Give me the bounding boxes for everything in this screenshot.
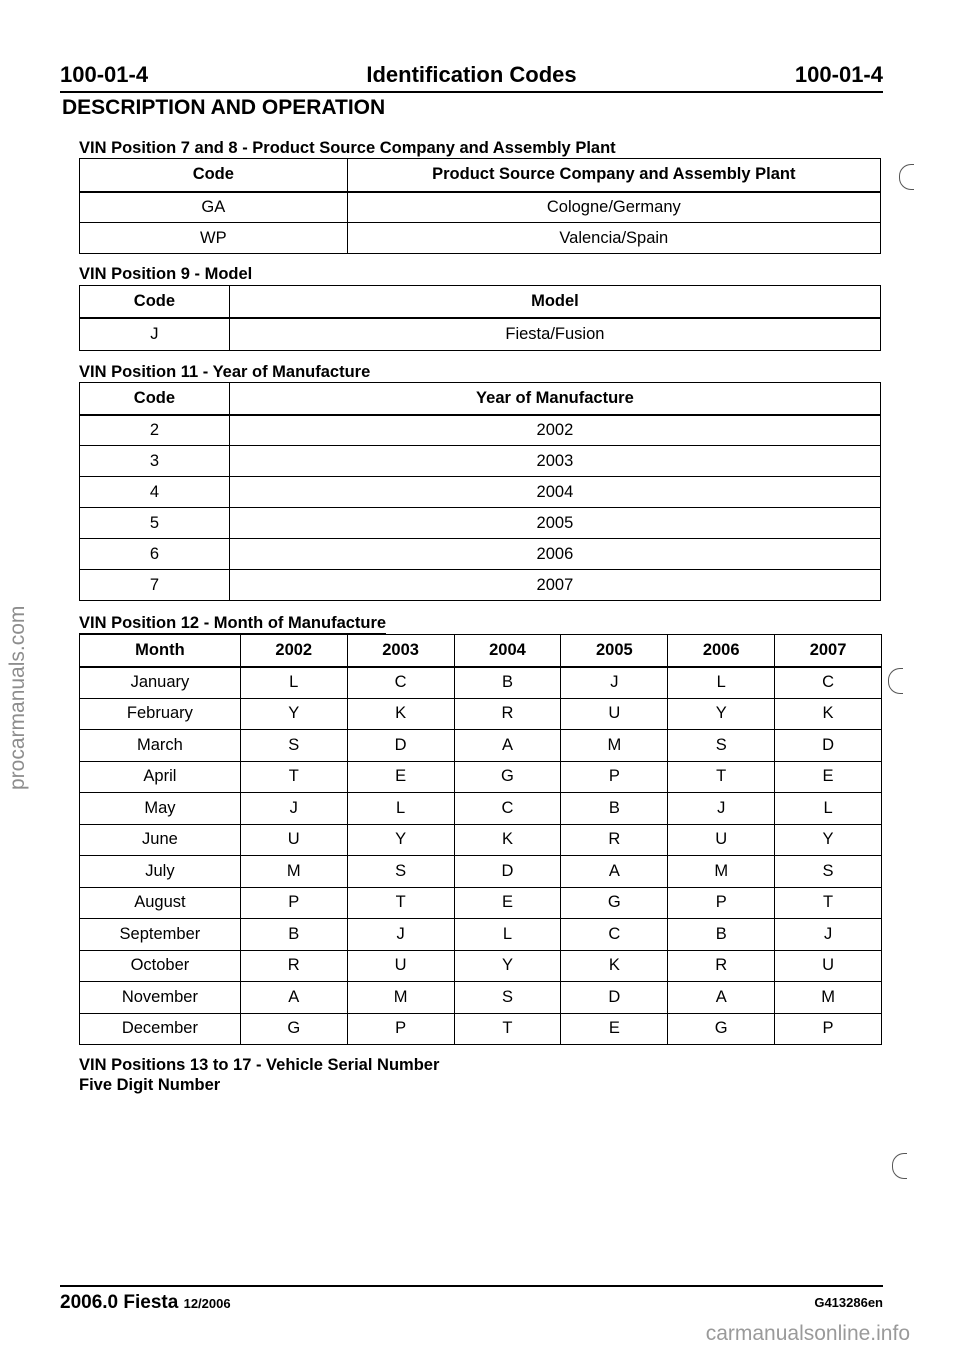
month-code-cell: J (240, 793, 347, 825)
table-row (80, 570, 881, 601)
footer-date: 12/2006 (183, 1296, 231, 1311)
month-code-cell: D (347, 730, 454, 762)
month-code-cell: Y (668, 698, 775, 730)
month-code-cell: S (775, 856, 882, 888)
month-code-cell: S (454, 982, 561, 1014)
month-code-cell: Y (775, 824, 882, 856)
table-row (80, 730, 882, 762)
month-code-cell: L (454, 919, 561, 951)
month-code-cell: C (347, 667, 454, 699)
model-name-cell: Fiesta/Fusion (229, 318, 880, 351)
month-code-cell: A (240, 982, 347, 1014)
month-code-cell: Y (240, 698, 347, 730)
month-code-cell: D (454, 856, 561, 888)
month-code-cell: C (775, 667, 882, 699)
table-row (80, 793, 882, 825)
month-code-cell: G (454, 761, 561, 793)
table-row (80, 1013, 882, 1045)
month-code-cell: S (668, 730, 775, 762)
month-code-cell: Y (347, 824, 454, 856)
month-code-cell: A (668, 982, 775, 1014)
table-row (80, 982, 882, 1014)
month-code-cell: J (561, 667, 668, 699)
month-code-cell: G (240, 1013, 347, 1045)
table-row (80, 887, 882, 919)
binder-mark (888, 668, 903, 694)
month-code-cell: R (668, 950, 775, 982)
month-name-cell: May (80, 793, 241, 825)
month-code-cell: M (775, 982, 882, 1014)
table-row (80, 539, 881, 570)
month-code-cell: P (240, 887, 347, 919)
page-header (60, 62, 883, 90)
month-code-cell: P (347, 1013, 454, 1045)
model-table-caption: VIN Position 9 - Model (79, 265, 253, 283)
header-rule (60, 91, 883, 93)
month-code-cell: J (347, 919, 454, 951)
month-code-cell: U (561, 698, 668, 730)
month-name-cell: April (80, 761, 241, 793)
month-code-cell: G (561, 887, 668, 919)
month-name-cell: March (80, 730, 241, 762)
year-code-cell: 6 (80, 539, 230, 570)
header-page-number-left: 100-01-4 (60, 62, 149, 87)
table-row (80, 223, 881, 254)
month-code-cell: E (454, 887, 561, 919)
year-code-cell: 3 (80, 446, 230, 477)
month-name-cell: September (80, 919, 241, 951)
table-row (80, 919, 882, 951)
year-value-cell: 2004 (229, 477, 880, 508)
header-title: Identification Codes (366, 62, 577, 87)
month-code-cell: U (240, 824, 347, 856)
table-row (80, 477, 881, 508)
table-row (80, 446, 881, 477)
year-table (79, 382, 881, 601)
month-header-year: 2006 (668, 635, 775, 667)
table-row (80, 950, 882, 982)
month-name-cell: December (80, 1013, 241, 1045)
table-row (80, 824, 882, 856)
plant-header-code: Code (80, 159, 348, 192)
month-name-cell: February (80, 698, 241, 730)
month-code-cell: C (454, 793, 561, 825)
binder-mark (892, 1153, 907, 1179)
year-value-cell: 2007 (229, 570, 880, 601)
table-row (80, 761, 882, 793)
month-code-cell: A (561, 856, 668, 888)
table-row (80, 698, 882, 730)
year-table-caption: VIN Position 11 - Year of Manufacture (79, 363, 371, 381)
month-header-year: 2007 (775, 635, 882, 667)
month-code-cell: T (775, 887, 882, 919)
year-code-cell: 7 (80, 570, 230, 601)
model-table (79, 285, 881, 351)
month-code-cell: P (561, 761, 668, 793)
month-code-cell: D (775, 730, 882, 762)
month-code-cell: R (454, 698, 561, 730)
side-watermark: procarmanuals.com (6, 605, 29, 790)
month-code-cell: M (347, 982, 454, 1014)
month-table (79, 634, 882, 1045)
plant-name-cell: Cologne/Germany (347, 192, 880, 223)
plant-table (79, 158, 881, 254)
year-value-cell: 2003 (229, 446, 880, 477)
month-code-cell: P (775, 1013, 882, 1045)
serial-number-caption: VIN Positions 13 to 17 - Vehicle Serial Number (79, 1056, 440, 1074)
model-header-code: Code (80, 286, 230, 318)
month-header-month: Month (80, 635, 241, 667)
month-code-cell: L (668, 667, 775, 699)
month-code-cell: U (775, 950, 882, 982)
month-code-cell: L (347, 793, 454, 825)
month-code-cell: M (240, 856, 347, 888)
table-row (80, 415, 881, 446)
month-code-cell: U (347, 950, 454, 982)
year-header-code: Code (80, 383, 230, 415)
month-code-cell: L (775, 793, 882, 825)
serial-number-note: Five Digit Number (79, 1076, 221, 1094)
month-code-cell: K (454, 824, 561, 856)
month-header-year: 2004 (454, 635, 561, 667)
month-name-cell: November (80, 982, 241, 1014)
year-value-cell: 2002 (229, 415, 880, 446)
plant-table-caption: VIN Position 7 and 8 - Product Source Company and Assembly Plant (79, 139, 616, 157)
month-name-cell: June (80, 824, 241, 856)
plant-name-cell: Valencia/Spain (347, 223, 880, 254)
month-code-cell: M (561, 730, 668, 762)
month-header-year: 2002 (240, 635, 347, 667)
month-code-cell: K (561, 950, 668, 982)
table-row (80, 192, 881, 223)
year-code-cell: 2 (80, 415, 230, 446)
plant-header-company: Product Source Company and Assembly Plant (347, 159, 880, 192)
month-code-cell: B (454, 667, 561, 699)
model-code-cell: J (80, 318, 230, 351)
month-code-cell: T (240, 761, 347, 793)
month-code-cell: S (240, 730, 347, 762)
bottom-watermark: carmanualsonline.info (705, 1322, 910, 1345)
month-code-cell: K (347, 698, 454, 730)
table-row (80, 508, 881, 539)
year-code-cell: 5 (80, 508, 230, 539)
table-row (80, 318, 881, 351)
month-code-cell: Y (454, 950, 561, 982)
plant-code-cell: GA (80, 192, 348, 223)
binder-mark (899, 164, 914, 190)
month-code-cell: E (561, 1013, 668, 1045)
month-code-cell: B (561, 793, 668, 825)
footer-rule (60, 1285, 883, 1287)
month-code-cell: J (668, 793, 775, 825)
month-code-cell: B (668, 919, 775, 951)
month-code-cell: E (347, 761, 454, 793)
section-title: DESCRIPTION AND OPERATION (62, 96, 386, 119)
month-code-cell: T (668, 761, 775, 793)
month-code-cell: R (240, 950, 347, 982)
month-header-year: 2005 (561, 635, 668, 667)
month-code-cell: U (668, 824, 775, 856)
month-code-cell: J (775, 919, 882, 951)
footer-model (60, 1292, 231, 1314)
month-table-caption: VIN Position 12 - Month of Manufacture (79, 614, 387, 632)
month-code-cell: A (454, 730, 561, 762)
month-code-cell: M (668, 856, 775, 888)
year-value-cell: 2005 (229, 508, 880, 539)
table-row (80, 667, 882, 699)
month-code-cell: B (240, 919, 347, 951)
month-code-cell: C (561, 919, 668, 951)
year-header-year: Year of Manufacture (229, 383, 880, 415)
month-code-cell: R (561, 824, 668, 856)
month-header-year: 2003 (347, 635, 454, 667)
month-code-cell: K (775, 698, 882, 730)
month-name-cell: July (80, 856, 241, 888)
month-code-cell: T (454, 1013, 561, 1045)
month-name-cell: January (80, 667, 241, 699)
month-code-cell: G (668, 1013, 775, 1045)
year-code-cell: 4 (80, 477, 230, 508)
month-code-cell: T (347, 887, 454, 919)
month-code-cell: S (347, 856, 454, 888)
month-name-cell: August (80, 887, 241, 919)
table-row (80, 856, 882, 888)
plant-code-cell: WP (80, 223, 348, 254)
month-code-cell: D (561, 982, 668, 1014)
footer-model-name: 2006.0 Fiesta (60, 1292, 179, 1313)
model-header-model: Model (229, 286, 880, 318)
header-page-number-right: 100-01-4 (794, 62, 883, 87)
year-value-cell: 2006 (229, 539, 880, 570)
month-code-cell: L (240, 667, 347, 699)
month-name-cell: October (80, 950, 241, 982)
footer-code: G413286en (814, 1295, 883, 1310)
month-code-cell: E (775, 761, 882, 793)
month-code-cell: P (668, 887, 775, 919)
